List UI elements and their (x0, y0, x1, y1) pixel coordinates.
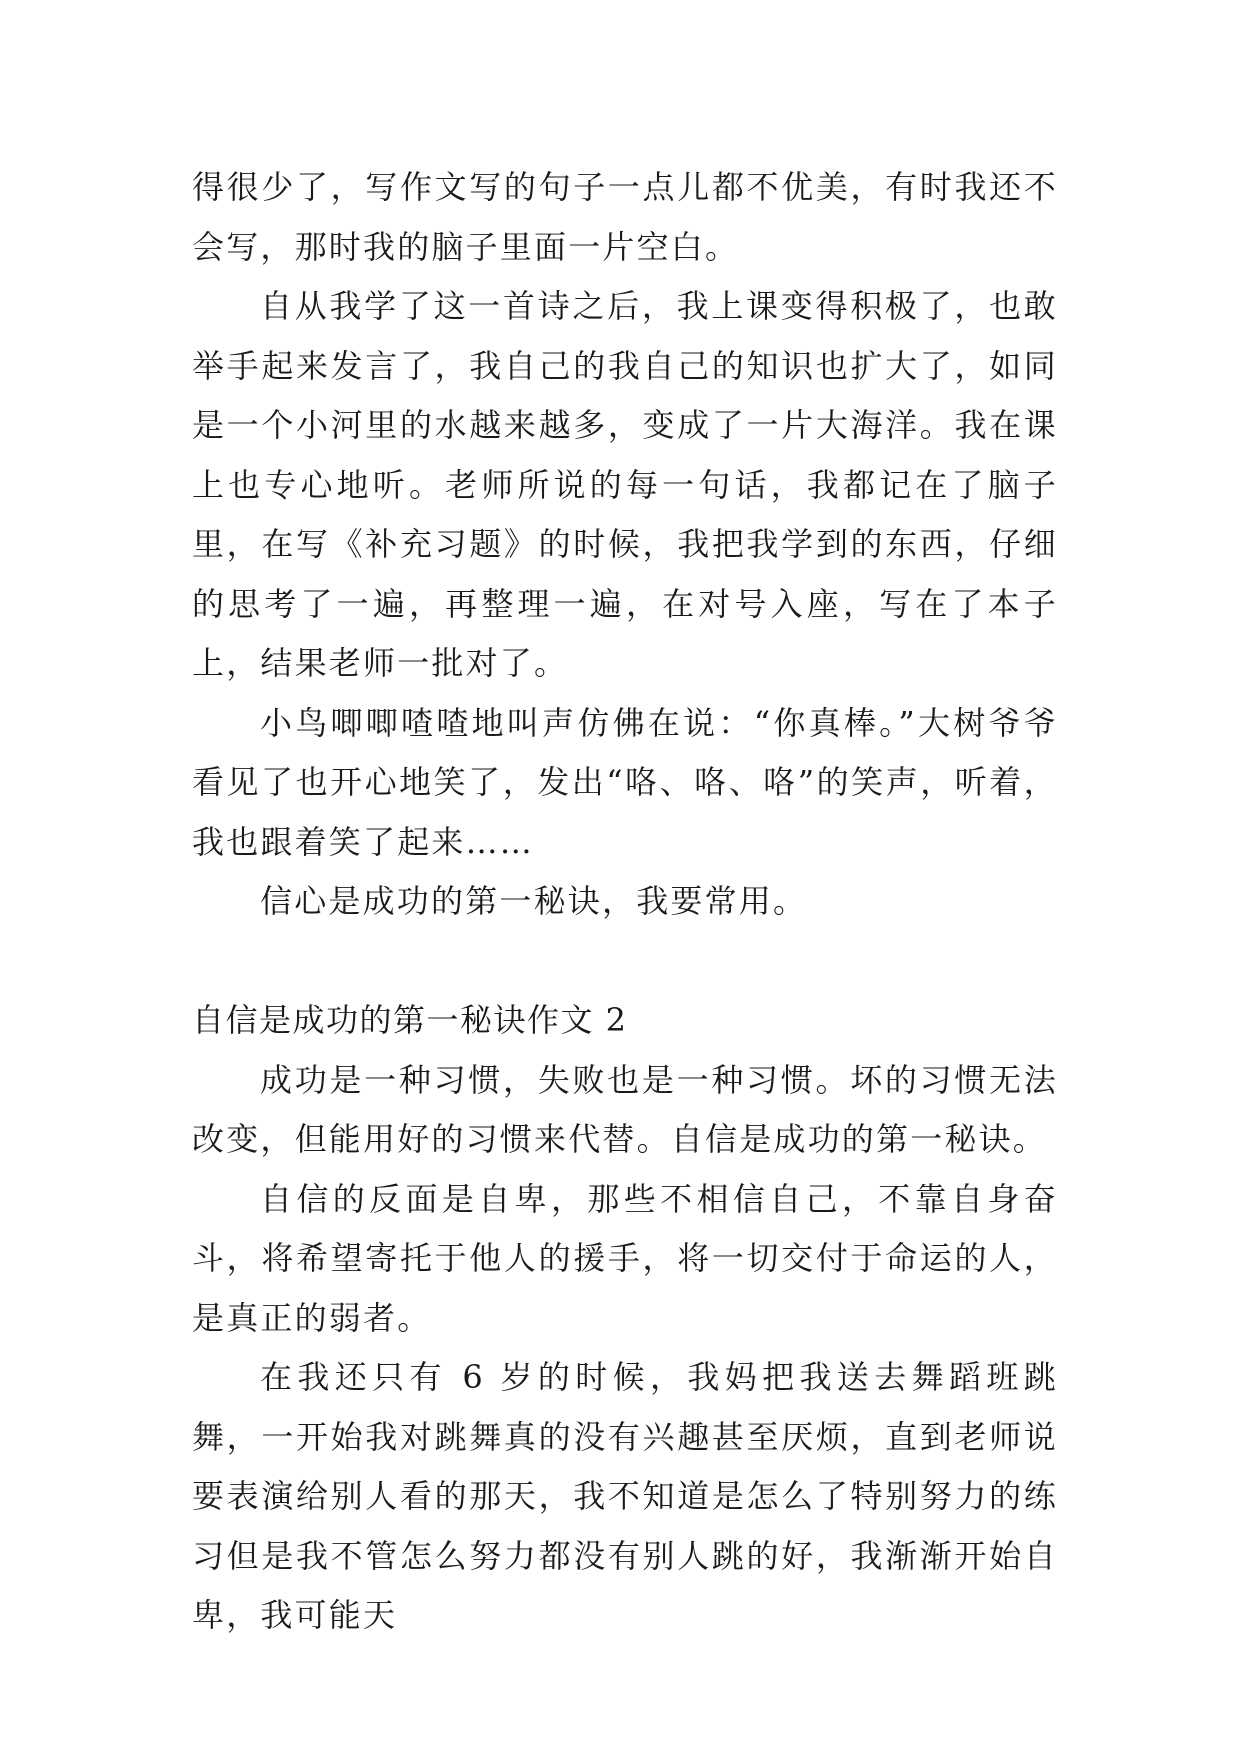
paragraph-4: 信心是成功的第一秘诀，我要常用。 (260, 882, 808, 920)
paragraph-7: 在我还只有 6 岁的时候，我妈把我送去舞蹈班跳舞，一开始我对跳舞真的没有兴趣甚至厌烦，直到老师说要表演给别人看的那天，我不知道是怎么了特别努力的练习但是我不管怎么努力都没有别人跳的好，我渐渐开始自卑，我可能天 (192, 1358, 1058, 1634)
paragraph-6: 自信的反面是自卑，那些不相信自己，不靠自身奋斗，将希望寄托于他人的援手，将一切交付于命运的人，是真正的弱者。 (192, 1179, 1058, 1337)
essay-2-title: 自信是成功的第一秘诀作文 2 (192, 1001, 628, 1039)
paragraph-3: 小鸟唧唧喳喳地叫声仿佛在说：“你真棒。”大树爷爷看见了也开心地笑了，发出“咯、咯、咯”的笑声，听着，我也跟着笑了起来…… (192, 703, 1058, 861)
section-gap (192, 932, 1058, 992)
paragraph-1: 得很少了，写作文写的句子一点儿都不优美，有时我还不会写，那时我的脑子里面一片空白。 (192, 168, 1058, 266)
essay-body (192, 158, 1058, 1646)
paragraph-2: 自从我学了这一首诗之后，我上课变得积极了，也敢举手起来发言了，我自己的我自己的知识也扩大了，如同是一个小河里的水越来越多，变成了一片大海洋。我在课上也专心地听。老师所说的每一句话，我都记在了脑子里，在写《补充习题》的时候，我把我学到的东西，仔细的思考了一遍，再整理一遍，在对号入座，写在了本子上，结果老师一批对了。 (192, 287, 1058, 682)
paragraph-5: 成功是一种习惯，失败也是一种习惯。坏的习惯无法改变，但能用好的习惯来代替。自信是成功的第一秘诀。 (192, 1060, 1058, 1158)
